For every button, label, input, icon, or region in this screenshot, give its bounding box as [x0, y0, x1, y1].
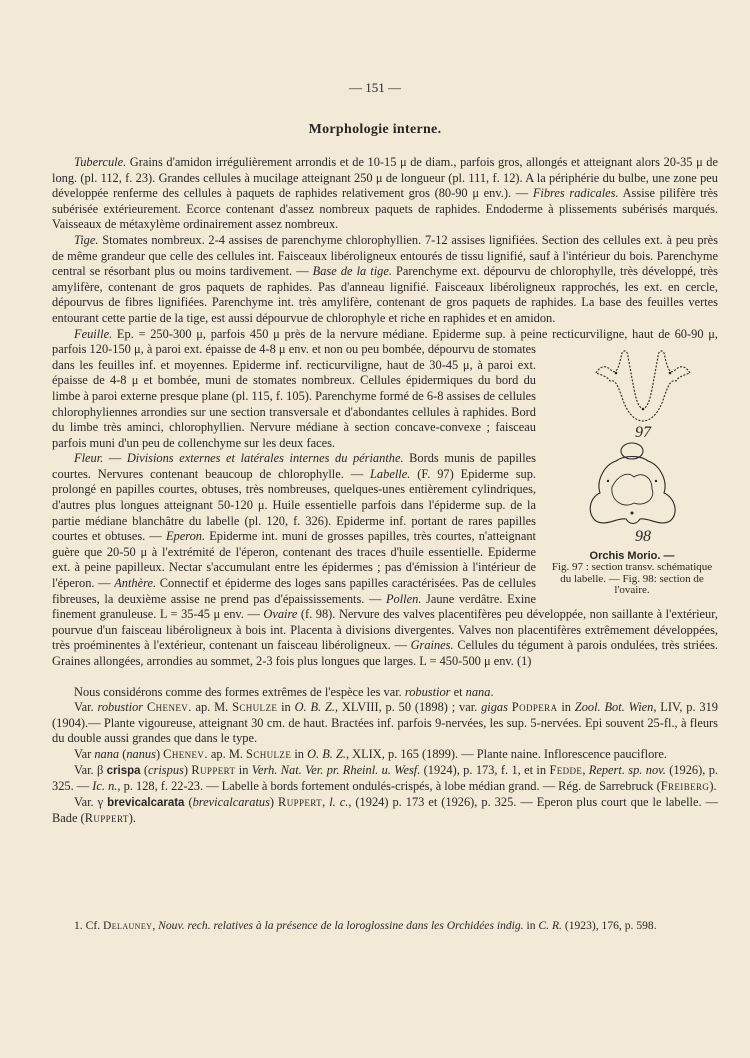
text-run: Var. β — [74, 762, 107, 777]
text-run: ( — [184, 794, 193, 809]
text-run: (1926), p. 325. — — [52, 762, 718, 794]
text-run: (F. 97) Epiderme sup. prolongé en papilles courtes, obtuses, très nombreuses, quelques-unes entièrement cylindriques, d'autres plus longues atteignant 50-120 μ. Huile essentielle parfois dans l'épiderme sup. de la partie médiane blanchâtre du labelle (pl. 120, f. 326). Epiderme inf. portant de rares papilles courtes et obtuses. — — [52, 466, 537, 544]
italic-text: Tubercule. — [74, 155, 127, 169]
text-run: ( — [140, 762, 149, 777]
author-name: Schulze — [232, 700, 278, 715]
italic-text: robustior — [404, 684, 451, 699]
author-name: Chenev. — [146, 700, 192, 715]
author-name: Ruppert — [278, 794, 323, 809]
text-run: , LIV, p. 319 (1904).— Plante vigoureuse, atteignant 30 cm. de haut. Bractées inf. parfois 9-nervées, les sup. 5-nervées. Epi souvent 25-fl., à fleurs du double aussi grandes que dans le type. — [52, 700, 718, 746]
text-run: in — [277, 700, 295, 715]
text-run: Ep. = 250-300 μ, parfois 450 μ près de la nervure médiane. Epiderme sup. à peine recticurviligne, haut de 60-90 μ, parfois 120-150 μ, à paroi ext. épaisse de 4-8 μ env. et non ou peu bombée, dépourvu de stomates dans les feuilles inf. et moyennes. Epiderme inf. recticurviligne, haut de 30-45 μ, à paroi ext. épaisse de 4-8 μ et bombée, muni de stomates nombreux. Cellules épidermiques du bord du limbe à paroi externe presque plane (pl. 115, f. 105). Parenchyme formé de 6-8 assises de cellules chlorophyliennes arrondies sur une section transversale et d'abondantes cellules à raphides. Bord du limbe très aminci, chlorophyllien. Nervure médiane à section concave-convexe ; faisceau parfois muni d'un peu de collenchyme sur les deux faces. — [52, 326, 718, 450]
author-name: Ruppert — [84, 811, 129, 826]
text-run: Var. — [74, 700, 98, 715]
paragraph — [52, 155, 718, 233]
text-run: , — [322, 794, 330, 809]
italic-text: nana — [465, 684, 491, 699]
figure-block — [546, 327, 718, 595]
italic-text: gigas — [481, 700, 508, 715]
author-name: Delauney — [102, 919, 153, 932]
author-name: Podpera — [511, 700, 558, 715]
text-run: Grains d'amidon irrégulièrement arrondis et de 10-15 μ de diam., parfois gros, allongés et atteignant alors 20-35 μ de long. (pl. 112, f. 23). Grandes cellules à mucilage atteignant 250 μ de longueur (pl. 111, f. 12). A la périphérie du bulbe, une zone peu développée renferme des cellules à paquets de raphides relativement gros (80-90 μ env.). — — [52, 155, 718, 201]
text-run: in — [557, 700, 575, 715]
italic-text: nanus — [126, 746, 156, 761]
italic-text: Anthère. — [114, 576, 157, 591]
text-run: ap. M. — [191, 700, 233, 715]
figure-98-label: 98 — [635, 528, 651, 546]
italic-text: nana — [94, 746, 120, 761]
text-run: , — [582, 762, 589, 777]
text-run: Parenchyme ext. dépourvu de chlorophylle, très développé, très amylifère, contenant de gros paquets de raphides. Pas d'anneau lignifié. Faisceaux libéroligneux rapprochés, les ext. en cercle, dépourvus de fibres lignifiées. Parenchyme int. très amylifère, contenant de gros paquets de raphides. La base des feuilles vertes entourant cette partie de la tige, est aussi dépourvue de chlorophyle et riche en raphides et en amidon. — [52, 264, 718, 325]
text-run: in — [291, 746, 308, 761]
italic-text: l. c. — [329, 794, 349, 809]
italic-text: brevicalcaratus — [192, 794, 270, 809]
author-name: Schulze — [246, 746, 292, 761]
author-name: Freiberg — [660, 779, 710, 794]
text-run: , XLIX, p. 165 (1899). — Plante naine. Inflorescence pauciflore. — [345, 746, 667, 761]
author-name: Ruppert — [191, 762, 236, 777]
text-run: et — [450, 684, 466, 699]
italic-text: Ovaire — [263, 607, 298, 622]
text-run: Nous considérons comme des formes extrêmes de l'espèce les var. — [74, 684, 405, 699]
italic-text: Pollen. — [385, 591, 422, 606]
italic-text: Zool. Bot. Wien — [574, 700, 654, 715]
text-run: ) — [269, 794, 279, 809]
italic-text: Ic. n. — [92, 779, 118, 794]
text-run: in — [523, 919, 539, 932]
text-run: (1924), p. 173, f. 1, et in — [420, 762, 550, 777]
italic-text: Repert. sp. nov. — [588, 762, 666, 777]
text-run: (f. 98). Nervure des valves placentifères peu développée, non saillante à l'extérieur, pourvue d'un faisceau libéroligneux à bois int. Placenta à divisions divergentes. Valves non placentifères extrêmement développées, très proéminentes à l'extérieur, contenant un faisceau libéroligneux. — — [52, 607, 718, 653]
italic-text: C. R. — [538, 919, 562, 932]
text-run: ) — [155, 746, 164, 761]
caption-text: Fig. 97 : section transv. schématique du labelle. — Fig. 98: section de l'ovaire. — [551, 561, 713, 597]
italic-text: Labelle. — [370, 466, 411, 481]
text-run: , XLVIII, p. 50 (1898) ; var. — [334, 700, 482, 715]
italic-text: Fibres radicales. — [532, 186, 619, 201]
caption-title: Orchis Morio. — — [589, 549, 675, 562]
text-run: . — [490, 684, 494, 699]
bold-variety-name: brevicalcarata — [107, 796, 185, 809]
text-run: ( — [119, 746, 127, 761]
paragraph — [52, 233, 718, 327]
text-run: , (1924) p. 173 et (1926), p. 325. — Eperon plus court que le labelle. — Bade ( — [52, 794, 718, 826]
figure-97-label: 97 — [635, 424, 651, 442]
section-title: Morphologie interne. — [308, 122, 442, 137]
ovary-section-drawing — [582, 441, 682, 527]
italic-text: crispus — [148, 762, 184, 777]
paragraph — [52, 795, 718, 827]
text-run: Epiderme int. muni de grosses papilles, très courtes, n'atteignant guère que 20-50 μ à l'extrémité de l'éperon, contenant des traces d'huile essentielle. Epiderme ext. à peine papilleux. Nectar s'accumulant entre les épidermes ; pas d'émission à l'intérieur de l'éperon. — — [52, 529, 536, 591]
text-run: ). — [128, 811, 136, 826]
text-run: Jaune verdâtre. Exine finement granuleuse. L = 35-45 μ env. — — [52, 591, 536, 622]
text-run: Connectif et épiderme des loges sans papilles caractérisées. Pas de cellules fibreuses, la deuxième assise ne prend pas d'épaississements. — — [52, 576, 536, 606]
italic-text: Feuille. — [74, 326, 113, 341]
text-run: ap. M. — [207, 746, 247, 761]
footnote — [52, 918, 718, 933]
labelle-section-drawing — [588, 345, 698, 423]
text-run: , p. 128, f. 22-23. — Labelle à bords fortement ondulés-crispés, à lobe médian grand. — Rég. de Sarrebruck ( — [117, 779, 661, 794]
italic-text: O. B. Z. — [307, 746, 346, 761]
paragraph — [52, 747, 718, 763]
text-run: Var. γ — [74, 794, 108, 809]
italic-text: Divisions externes et latérales internes du périanthe. — [126, 451, 404, 466]
italic-text: Graines. — [410, 638, 454, 653]
italic-text: Nouv. rech. relatives à la présence de la loroglossine dans les Orchidées indig. — [158, 919, 524, 932]
paragraph — [52, 700, 718, 747]
text-run: ). — [709, 779, 717, 794]
author-name: Chenev. — [163, 746, 208, 761]
italic-text: Eperon. — [165, 529, 206, 544]
text-run: — — [103, 451, 127, 466]
italic-text: robustior — [97, 700, 144, 715]
italic-text: Verh. Nat. Ver. pr. Rheinl. u. Wesf. — [251, 762, 421, 777]
paragraph — [52, 763, 718, 795]
text-run: , — [152, 919, 159, 932]
italic-text: Fleur. — [74, 451, 104, 466]
italic-text: O. B. Z. — [294, 700, 335, 715]
page-number: — 151 — — [349, 80, 401, 95]
text-run: (1923), 176, p. 598. — [561, 919, 657, 932]
italic-text: Tige. — [74, 232, 99, 247]
body-text — [52, 155, 718, 827]
text-run: Assise pilifère très subérisée extérieurement. Ecorce contenant d'assez nombreux paquets de raphides. Endoderme à plissements subérisés marqués. Vaisseaux de métaxylème ordinairement assez nombreux. — [52, 186, 718, 232]
text-run: Stomates nombreux. 2-4 assises de parenchyme chlorophyllien. 7-12 assises lignifiées. Section des cellules ext. à peu près de même grandeur que celle des cellules int. Faisceaux libéroligneux entourés de tissu lignifié, sauf à l'intérieur du bois. Parenchyme central se résorbant plus ou moins tardivement. — — [52, 232, 718, 279]
text-run: Bords munis de papilles courtes. Nervures contenant beaucoup de chlorophylle. — — [52, 451, 536, 481]
author-name: Fedde — [549, 762, 583, 777]
italic-text: Base de la tige. — [312, 264, 392, 279]
figure-caption — [546, 551, 718, 597]
text-run: 1. Cf. — [74, 919, 103, 932]
text-run: Var — [74, 746, 95, 761]
text-run: Cellules du tégument à parois ondulées, très striées. Graines allongées, arrondies au sommet, 2-3 fois plus longues que larges. L = 450-500 μ env. (1) — [52, 638, 718, 668]
text-run: in — [235, 762, 252, 777]
paragraph — [52, 685, 718, 701]
text-run: ) — [183, 762, 192, 777]
bold-variety-name: crispa — [106, 764, 141, 777]
